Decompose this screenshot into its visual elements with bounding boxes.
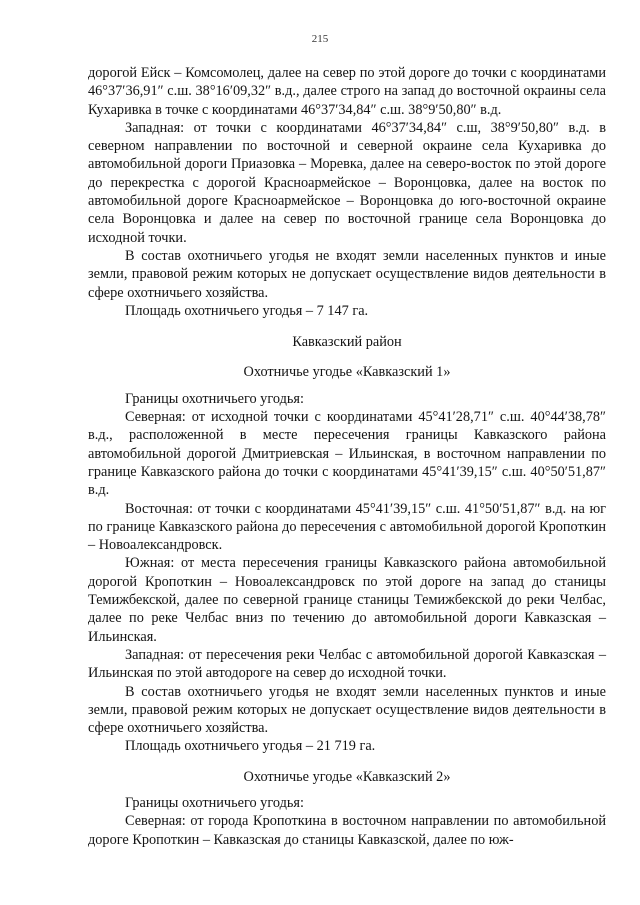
hunting-ground-1-north-border: Северная: от исходной точки с координатами 45°41′28,71″ с.ш. 40°44′38,78″ в.д., расположенной в месте пересечения границы Кавказского района автомобильной дорогой Дмитриевская – Ильинская, в восточном направлении по границе Кавказского района до точки с координатами 45°41′39,15″ с.ш. 40°50′51,87″ в.д. — [88, 409, 606, 499]
continuation-paragraph: дорогой Ейск – Комсомолец, далее на север по этой дороге до точки с координатами 46°37′36,91″ с.ш. 38°16′09,32″ в.д., далее строго на запад до восточной окраины села Кухаривка в точке с координатами 46°37′34,84″ с.ш. 38°9′50,80″ в.д. — [88, 65, 606, 118]
hunting-ground-2-borders-heading: Границы охотничьего угодья: — [125, 794, 304, 811]
hunting-ground-2-title: Охотничье угодье «Кавказский 2» — [243, 768, 451, 785]
exclusion-note-paragraph: В состав охотничьего угодья не входят земли населенных пунктов и иные земли, правовой режим которых не допускает осуществление видов деятельности в сфере охотничьего хозяйства. — [88, 247, 606, 301]
hunting-ground-1-west-border: Западная: от пересечения реки Челбас с автомобильной дорогой Кавказская – Ильинская по этой автодороге на север до исходной точки. — [88, 646, 606, 682]
hunting-ground-1-area: Площадь охотничьего угодья – 21 719 га. — [125, 738, 376, 755]
hunting-ground-2-north-border: Северная: от города Кропоткина в восточном направлении по автомобильной дороге Кропоткин – Кавказская до станицы Кавказской, далее по юж- — [88, 813, 606, 848]
hunting-ground-1-south-border: Южная: от места пересечения границы Кавказского района автомобильной дорогой Кропоткин – Новоалександровск по этой дороге на запад до станицы Темижбекской, далее по северной границе станицы Темижбекской до реки Челбас, далее по реке Челбас вниз по течению до автомобильной дороги Кавказская – Ильинская. — [88, 555, 606, 645]
hunting-ground-1-borders-heading: Границы охотничьего угодья: — [125, 390, 304, 407]
hunting-ground-1-east-border: Восточная: от точки с координатами 45°41′39,15″ с.ш. 41°50′51,87″ в.д. на юг по границе Кавказского района до пересечения с автомобильной дорогой Кропоткин – Новоалександровск. — [88, 500, 606, 554]
district-title: Кавказский район — [292, 334, 402, 351]
western-border-paragraph: Западная: от точки с координатами 46°37′34,84″ с.ш, 38°9′50,80″ в.д. в северном направлении по восточной и северной окраине села Кухаривка до автомобильной дороги Приазовка – Моревка, далее на северо-восток по этой дороге до перекрестка с дорогой Красноармейское – Воронцовка, далее на восток по автомобильной дороге Красноармейское – Воронцовка до юго-восточной окраине села Воронцовка и далее на север по восточной границе села Воронцовка до исходной точки. — [88, 119, 606, 246]
hunting-ground-1-title: Охотничье угодье «Кавказский 1» — [243, 364, 451, 381]
document-body — [88, 64, 606, 849]
area-paragraph: Площадь охотничьего угодья – 7 147 га. — [125, 302, 369, 319]
hunting-ground-1-exclusion-note: В состав охотничьего угодья не входят земли населенных пунктов и иные земли, правовой режим которых не допускает осуществление видов деятельности в сфере охотничьего хозяйства. — [88, 683, 606, 737]
page-number: 215 — [311, 33, 329, 45]
